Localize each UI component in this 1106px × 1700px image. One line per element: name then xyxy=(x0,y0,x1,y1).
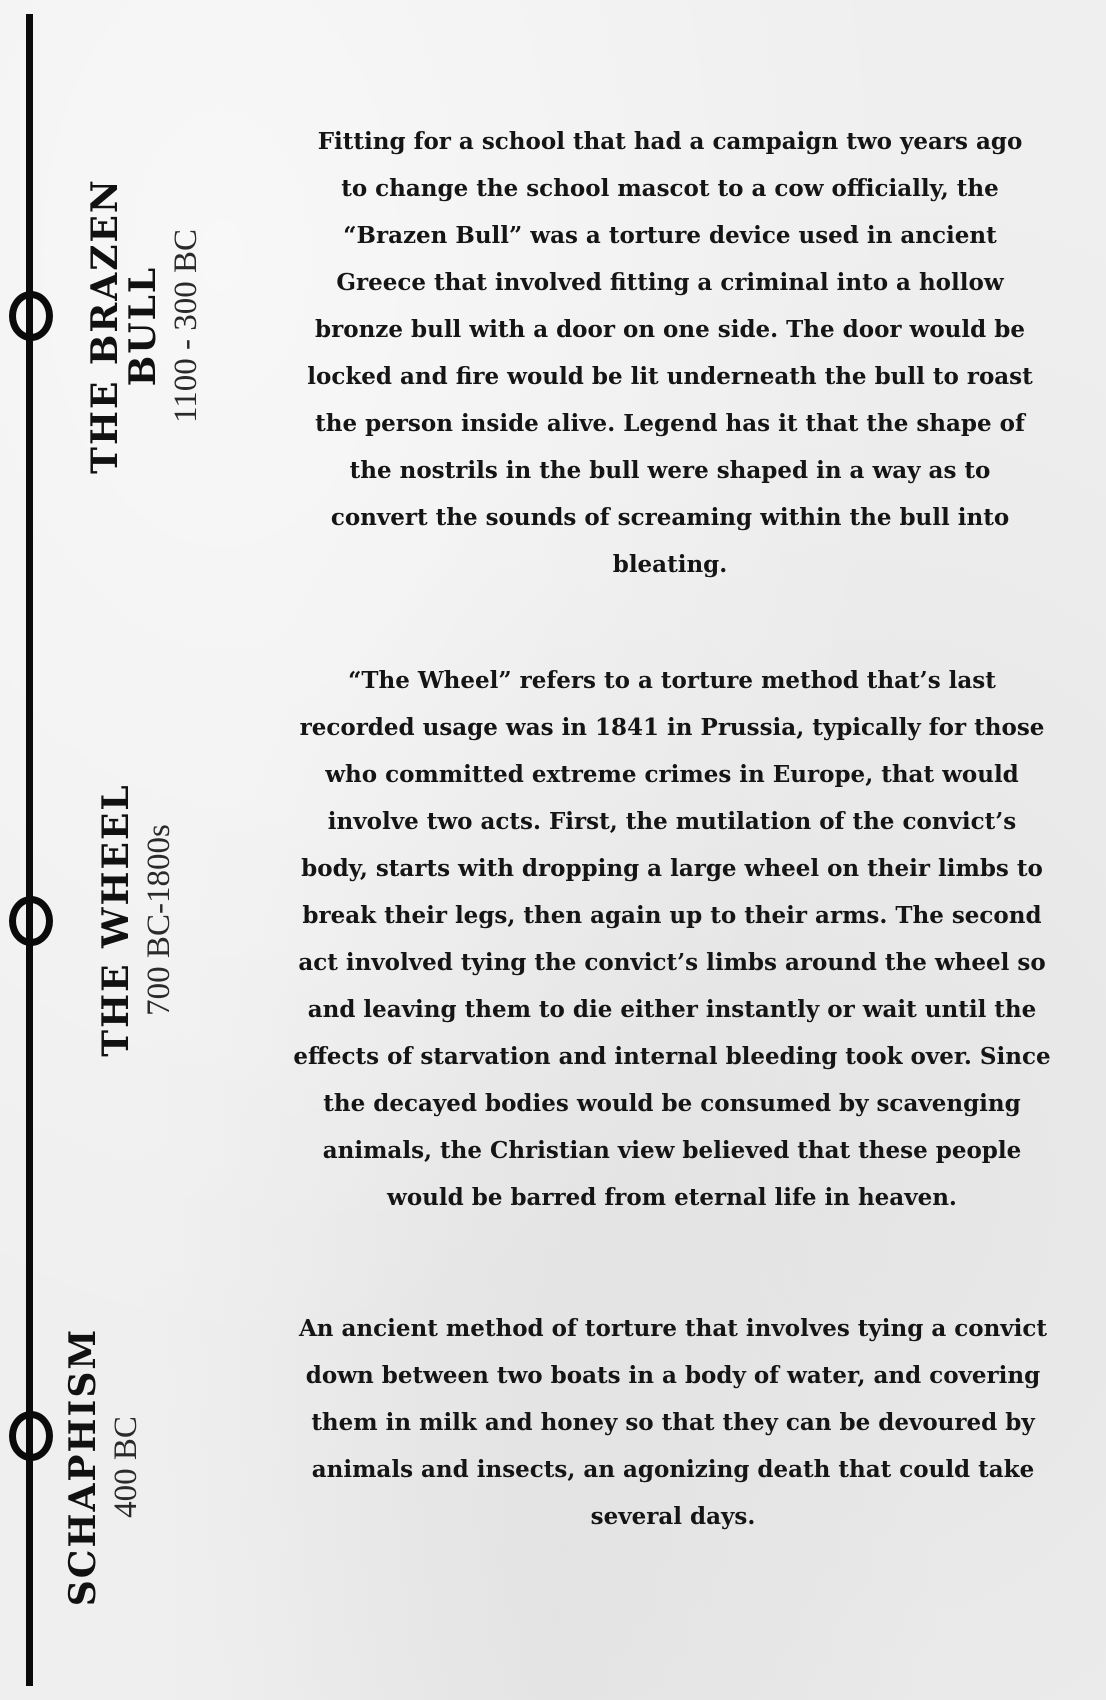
entry-label-schaphism xyxy=(62,1292,175,1642)
entry-title: THE BRAZEN xyxy=(84,178,126,474)
timeline-node-brazen-bull xyxy=(9,291,53,341)
entry-dates: 1100 - 300 BC xyxy=(167,228,204,424)
entry-dates: 700 BC-1800s xyxy=(140,824,177,1016)
entry-label-brazen-bull xyxy=(84,161,251,491)
entry-text-schaphism: An ancient method of torture that involves tying a convict down between two boats in a body of water, and covering them in milk and honey so that they can be devoured by animals and insects, an agonizing death that could take several days. xyxy=(298,1315,1048,1530)
entry-text-brazen-bull: Fitting for a school that had a campaign two years ago to change the school mascot to a cow officially, the “Brazen Bull” was a torture device used in ancient Greece that involved fitting a criminal into a hollow bronze bull with a door on one side. The door would be locked and fire would be lit underneath the bull to roast the person inside alive. Legend has it that the shape of the nostrils in the bull were shaped in a way as to convert the sounds of screaming within the bull into bleating. xyxy=(307,128,1033,578)
entry-text-wheel: “The Wheel” refers to a torture method that’s last recorded usage was in 1841 in Prussia, typically for those who committed extreme crimes in Europe, that would involve two acts. First, the mutilation of the convict’s body, starts with dropping a large wheel on their limbs to break their legs, then again up to their arms. The second act involved tying the convict’s limbs around the wheel so and leaving them to die either instantly or wait until the effects of starvation and internal bleeding took over. Since the decayed bodies would be consumed by scavenging animals, the Christian view believed that these people would be barred from eternal life in heaven. xyxy=(293,667,1051,1211)
timeline-node-schaphism xyxy=(9,1411,53,1461)
entry-title-line2: BULL xyxy=(121,265,164,387)
timeline-node-wheel xyxy=(9,896,53,946)
entry-label-wheel xyxy=(95,764,208,1076)
entry-title: THE WHEEL xyxy=(95,783,137,1057)
entry-dates: 400 BC xyxy=(107,1416,144,1518)
entry-title: SCHAPHISM xyxy=(62,1327,104,1607)
